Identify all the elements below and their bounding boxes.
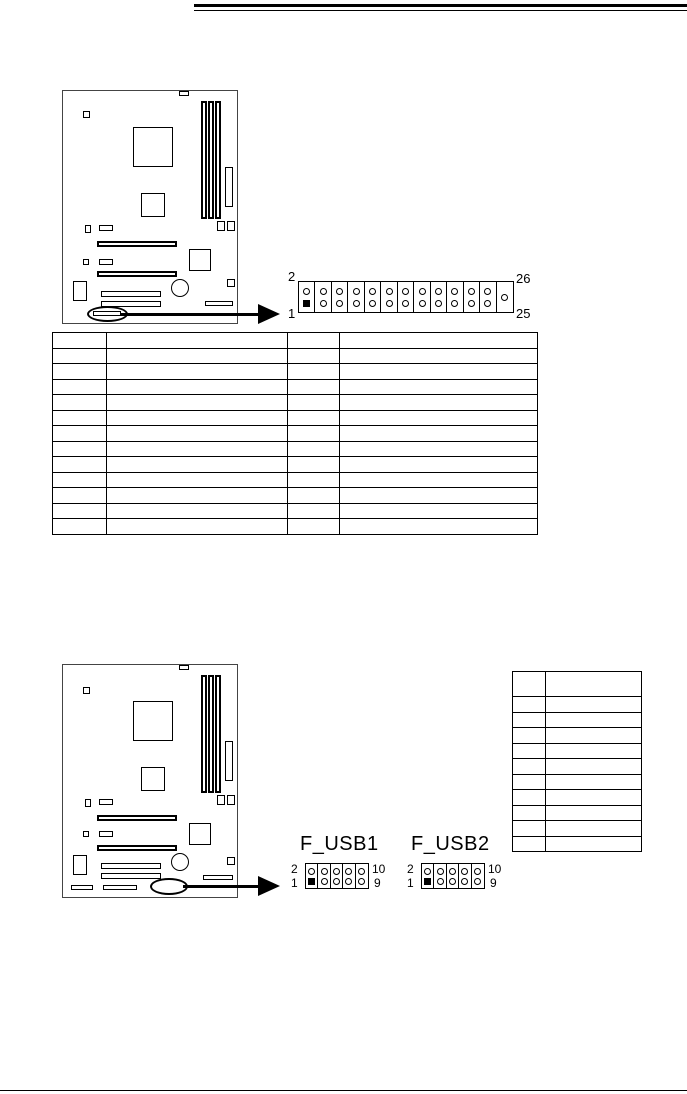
table-row <box>53 395 538 411</box>
pin <box>468 288 475 295</box>
table-cell <box>340 426 538 442</box>
table-cell <box>546 759 642 775</box>
pin <box>320 288 327 295</box>
pin-block <box>298 281 514 313</box>
usb2-pin-block <box>421 863 485 889</box>
table-row <box>513 743 642 759</box>
pin <box>435 300 442 307</box>
usb1-label-1: 1 <box>291 876 298 890</box>
table-row <box>53 410 538 426</box>
table-cell <box>513 790 546 806</box>
table-cell <box>287 379 339 395</box>
table-row <box>53 364 538 380</box>
table-cell <box>287 441 339 457</box>
table-row <box>53 472 538 488</box>
table-row <box>513 836 642 852</box>
pin <box>474 878 481 885</box>
table-cell <box>340 503 538 519</box>
pin <box>353 300 360 307</box>
pin <box>461 868 468 875</box>
table-row <box>513 790 642 806</box>
table-cell <box>53 410 107 426</box>
arrow-line <box>120 313 260 316</box>
table-row <box>513 672 642 697</box>
pin-column <box>447 864 459 888</box>
pin <box>386 288 393 295</box>
pin-label-25: 25 <box>516 306 531 321</box>
pin-column <box>343 864 355 888</box>
table-cell <box>107 410 287 426</box>
usb1-label-10: 10 <box>372 862 386 876</box>
pin-column <box>299 282 315 312</box>
table-cell <box>513 743 546 759</box>
pin <box>437 868 444 875</box>
pin-column <box>318 864 330 888</box>
pin <box>424 868 431 875</box>
pin-label-2: 2 <box>288 269 296 284</box>
pin <box>402 288 409 295</box>
table-cell <box>53 426 107 442</box>
pin <box>501 294 508 301</box>
pin-column <box>306 864 318 888</box>
table-cell <box>53 441 107 457</box>
pin-column <box>381 282 397 312</box>
table-cell <box>287 503 339 519</box>
table-cell <box>53 395 107 411</box>
arrow-line <box>183 885 261 888</box>
table-cell <box>340 488 538 504</box>
table-cell <box>513 774 546 790</box>
pin <box>358 878 365 885</box>
pin <box>321 878 328 885</box>
pin-column <box>331 864 343 888</box>
table-cell <box>546 672 642 697</box>
table-cell <box>546 836 642 852</box>
pin-column <box>422 864 434 888</box>
usb2-label-2: 2 <box>407 862 414 876</box>
table-row <box>53 488 538 504</box>
motherboard-board <box>62 90 238 324</box>
arrow-head <box>258 304 280 324</box>
usb2-label-10: 10 <box>488 862 502 876</box>
table-row <box>513 821 642 837</box>
table-cell <box>546 712 642 728</box>
pin <box>333 868 340 875</box>
table-cell <box>287 519 339 535</box>
pin <box>419 300 426 307</box>
table-row <box>53 379 538 395</box>
table-cell <box>53 457 107 473</box>
table-cell <box>107 441 287 457</box>
pin-column <box>431 282 447 312</box>
table-cell <box>340 379 538 395</box>
pin <box>451 300 458 307</box>
pin <box>484 288 491 295</box>
pin <box>451 288 458 295</box>
table-cell <box>513 728 546 744</box>
table-cell <box>340 457 538 473</box>
table-cell <box>287 364 339 380</box>
table-cell <box>513 759 546 775</box>
table-row <box>53 503 538 519</box>
table-cell <box>513 697 546 713</box>
table-cell <box>287 333 339 349</box>
table-cell <box>340 472 538 488</box>
table-cell <box>107 503 287 519</box>
table-cell <box>287 426 339 442</box>
table-cell <box>53 379 107 395</box>
pin-column <box>480 282 496 312</box>
table-cell <box>107 333 287 349</box>
table-row <box>53 457 538 473</box>
usb1-label-9: 9 <box>374 876 381 890</box>
table-cell <box>513 821 546 837</box>
table-row <box>513 774 642 790</box>
table-cell <box>546 790 642 806</box>
table-cell <box>53 348 107 364</box>
table-row <box>513 728 642 744</box>
table-row <box>513 759 642 775</box>
table-cell <box>546 697 642 713</box>
pin <box>449 868 456 875</box>
table-cell <box>340 333 538 349</box>
pin <box>474 868 481 875</box>
table-cell <box>53 364 107 380</box>
pin <box>449 878 456 885</box>
table-cell <box>287 457 339 473</box>
pin <box>303 288 310 295</box>
table-cell <box>53 519 107 535</box>
table-cell <box>287 472 339 488</box>
pin <box>484 300 491 307</box>
pin-column <box>447 282 463 312</box>
table-row <box>53 426 538 442</box>
table-row <box>53 348 538 364</box>
table-row <box>53 333 538 349</box>
pin <box>345 878 352 885</box>
usb1-title: F_USB1 <box>300 833 379 855</box>
footer-rule <box>0 1090 687 1091</box>
pin <box>336 288 343 295</box>
pin <box>358 868 365 875</box>
usb1-pin-block <box>305 863 369 889</box>
pin-column <box>398 282 414 312</box>
pin <box>320 300 327 307</box>
header-rule-thin <box>194 10 687 11</box>
usb2-title: F_USB2 <box>411 833 490 855</box>
table-cell <box>340 519 538 535</box>
pin-column <box>332 282 348 312</box>
pin <box>468 300 475 307</box>
pin <box>435 288 442 295</box>
table-cell <box>340 364 538 380</box>
table-cell <box>107 364 287 380</box>
pin-column <box>434 864 446 888</box>
pin-label-26: 26 <box>516 271 531 286</box>
usb2-label-1: 1 <box>407 876 414 890</box>
table-cell <box>340 441 538 457</box>
pin <box>419 288 426 295</box>
header-rule-thick <box>194 4 687 7</box>
table-cell <box>513 712 546 728</box>
pin <box>321 868 328 875</box>
pin-column <box>464 282 480 312</box>
pin <box>303 300 310 307</box>
table-cell <box>546 743 642 759</box>
table-cell <box>287 348 339 364</box>
pin <box>461 878 468 885</box>
pin <box>402 300 409 307</box>
table-cell <box>107 426 287 442</box>
pin-column <box>348 282 364 312</box>
table-cell <box>107 379 287 395</box>
pin-column <box>356 864 368 888</box>
pin <box>333 878 340 885</box>
table-cell <box>53 503 107 519</box>
pin-label-1: 1 <box>288 306 296 321</box>
pin <box>308 868 315 875</box>
pin <box>424 878 431 885</box>
table-cell <box>107 488 287 504</box>
table-cell <box>513 836 546 852</box>
table-cell <box>107 519 287 535</box>
pin-column <box>315 282 331 312</box>
table-cell <box>340 410 538 426</box>
table-cell <box>107 472 287 488</box>
table-cell <box>546 774 642 790</box>
table-row <box>513 697 642 713</box>
pin-assignment-table-1 <box>52 332 538 535</box>
pin <box>353 288 360 295</box>
table-cell <box>107 395 287 411</box>
pin <box>386 300 393 307</box>
table-cell <box>53 333 107 349</box>
pin-column <box>459 864 471 888</box>
table-row <box>53 441 538 457</box>
table-row <box>53 519 538 535</box>
table-cell <box>340 395 538 411</box>
pin-column <box>414 282 430 312</box>
table-cell <box>546 821 642 837</box>
pin-assignment-table-2 <box>512 671 642 852</box>
table-cell <box>107 348 287 364</box>
usb2-label-9: 9 <box>490 876 497 890</box>
table-cell <box>287 488 339 504</box>
table-cell <box>340 348 538 364</box>
pin-column <box>365 282 381 312</box>
table-row <box>513 712 642 728</box>
motherboard-board <box>62 664 238 898</box>
table-cell <box>287 410 339 426</box>
arrow-head <box>258 876 280 896</box>
table-cell <box>287 395 339 411</box>
pin-column <box>472 864 484 888</box>
table-cell <box>53 472 107 488</box>
table-cell <box>546 728 642 744</box>
pin <box>369 288 376 295</box>
table-cell <box>546 805 642 821</box>
pin <box>437 878 444 885</box>
pin-column <box>497 282 513 312</box>
usb1-label-2: 2 <box>291 862 298 876</box>
pin <box>336 300 343 307</box>
pin <box>369 300 376 307</box>
table-cell <box>513 805 546 821</box>
table-cell <box>53 488 107 504</box>
pin <box>345 868 352 875</box>
table-cell <box>513 672 546 697</box>
table-cell <box>107 457 287 473</box>
table-row <box>513 805 642 821</box>
pin <box>308 878 315 885</box>
